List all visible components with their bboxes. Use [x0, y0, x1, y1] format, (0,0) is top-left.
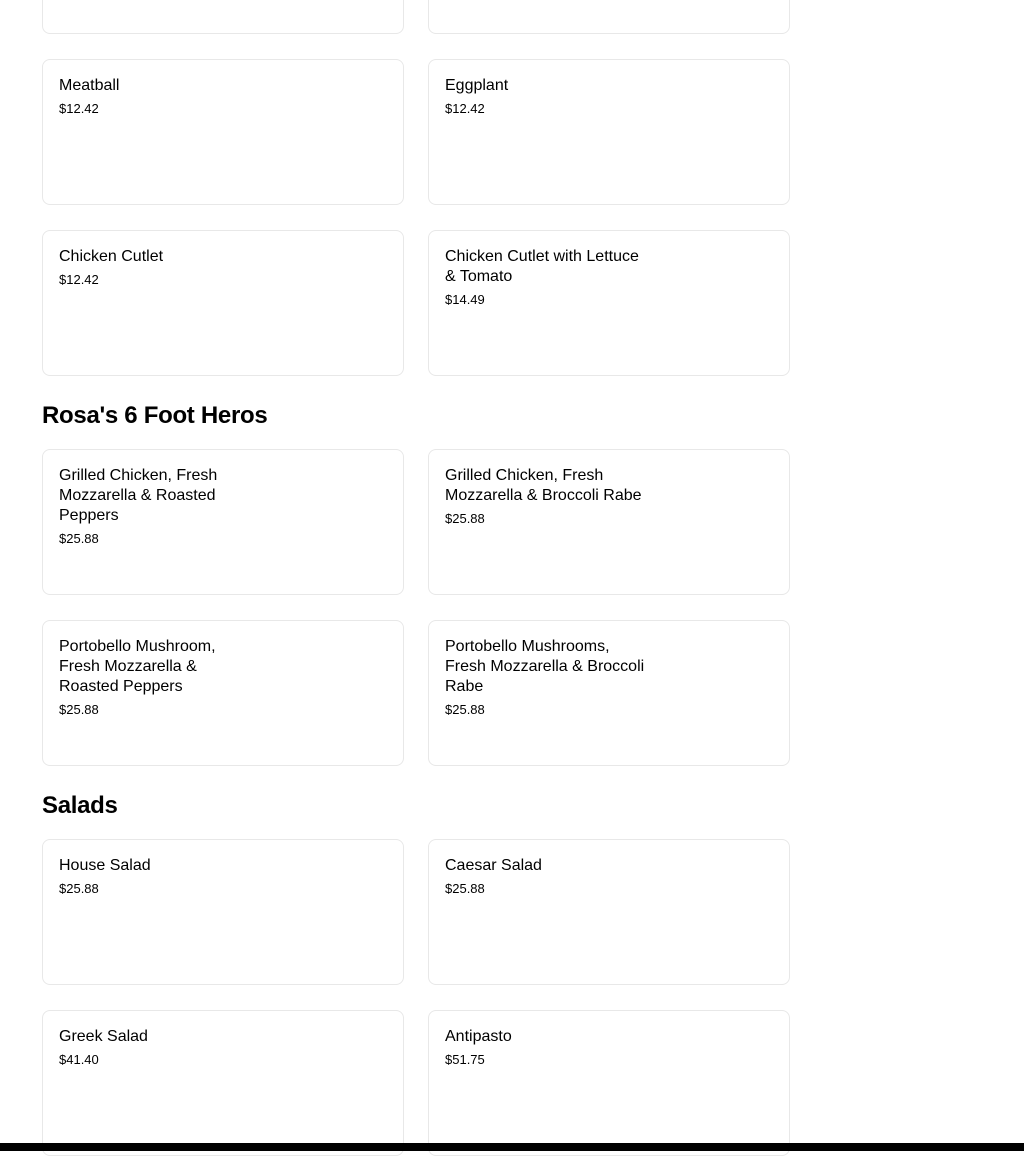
menu-item-price: $41.40 — [59, 1052, 99, 1067]
menu-item-name: Grilled Chicken, Fresh Mozzarella & Roasted Peppers — [59, 467, 218, 524]
menu-item-name: Portobello Mushrooms, Fresh Mozzarella & Broccoli Rabe — [445, 638, 645, 695]
menu-item-price: $12.42 — [59, 101, 99, 116]
menu-item-card[interactable] — [42, 839, 404, 985]
menu-item-price: $25.88 — [59, 531, 99, 546]
menu-item-card[interactable] — [428, 1010, 790, 1156]
menu-item-card[interactable] — [428, 230, 790, 376]
menu-item-price: $25.88 — [59, 702, 99, 717]
menu-item-card[interactable] — [428, 620, 790, 766]
menu-item-name: Caesar Salad — [445, 857, 542, 874]
menu-item-name: Portobello Mushroom, Fresh Mozzarella & Roasted Peppers — [59, 638, 216, 695]
menu-item-name: Chicken Cutlet — [59, 248, 164, 265]
menu-item-name: Eggplant — [445, 77, 509, 94]
section-title-heros: Rosa's 6 Foot Heros — [42, 402, 268, 429]
menu-item-card[interactable] — [42, 449, 404, 595]
menu-item-price: $25.88 — [59, 881, 99, 896]
menu-item-price: $25.88 — [445, 511, 485, 526]
menu-item-name: Meatball — [59, 77, 120, 94]
menu-item-card[interactable] — [42, 230, 404, 376]
menu-item-price: $51.75 — [445, 1052, 485, 1067]
menu-item-card[interactable] — [42, 1010, 404, 1156]
menu-item-name: Antipasto — [445, 1028, 512, 1045]
bottom-bar — [0, 1143, 1024, 1151]
menu-item-price: $14.49 — [445, 292, 485, 307]
menu-item-name: Greek Salad — [59, 1028, 148, 1045]
menu-item-price: $25.88 — [445, 702, 485, 717]
menu-item-card[interactable] — [42, 0, 404, 34]
menu-item-card[interactable] — [428, 449, 790, 595]
menu-item-card[interactable] — [428, 839, 790, 985]
menu-item-card[interactable] — [42, 620, 404, 766]
menu-item-card[interactable] — [428, 0, 790, 34]
menu-item-name: Grilled Chicken, Fresh Mozzarella & Broccoli Rabe — [445, 467, 642, 504]
menu-item-name: House Salad — [59, 857, 151, 874]
menu-item-price: $12.42 — [59, 272, 99, 287]
menu-item-name: Chicken Cutlet with Lettuce & Tomato — [445, 248, 639, 285]
menu-item-card[interactable] — [42, 59, 404, 205]
menu-item-card[interactable] — [428, 59, 790, 205]
section-title-salads: Salads — [42, 792, 118, 819]
menu-item-price: $25.88 — [445, 881, 485, 896]
menu-item-price: $12.42 — [445, 101, 485, 116]
